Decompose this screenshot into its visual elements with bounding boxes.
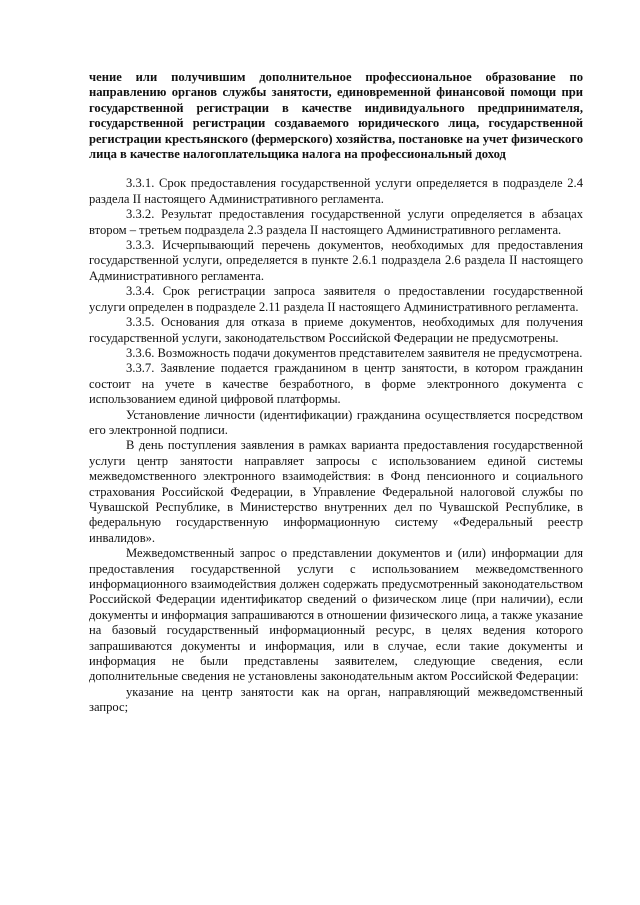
document-page xyxy=(89,70,583,716)
section-heading: чение или получившим дополнительное профессиональное образование по направлению органов службы занятости, единовременной финансовой помощи при государственной регистрации в качестве индивидуального предпринимателя, государственной регистрации создаваемого юридического лица, государственной регистрации крестьянского (фермерского) хозяйства, постановке на учет физического лица в качестве налогоплательщика налога на профессиональный доход xyxy=(89,70,583,162)
paragraph-3-3-4: 3.3.4. Срок регистрации запроса заявителя о предоставлении государственной услуги определен в подразделе 2.11 раздела II настоящего Административного регламента. xyxy=(89,284,583,314)
paragraph-interagency-request-content: Межведомственный запрос о представлении документов и (или) информации для предоставления государственной услуги с использованием межведомственного информационного взаимодействия должен содержать предусмотренный законодательством Российской Федерации идентификатор сведений о физическом лице (при наличии), если документы и информация запрашиваются в отношении физического лица, а также указание на базовый государственный информационный ресурс, в целях ведения которого запрашиваются документы и информация, или в случае, если такие документы и информация не были представлены заявителем, следующие сведения, если дополнительные сведения не установлены законодательным актом Российской Федерации: xyxy=(89,546,583,684)
paragraph-3-3-7: 3.3.7. Заявление подается гражданином в центр занятости, в котором гражданин состоит на учете в качестве безработного, в форме электронного документа с использованием единой цифровой платформы. xyxy=(89,361,583,407)
paragraph-request-indication: указание на центр занятости как на орган, направляющий межведомственный запрос; xyxy=(89,684,583,715)
paragraph-3-3-2: 3.3.2. Результат предоставления государственной услуги определяется в абзацах втором – третьем подраздела 2.3 раздела II настоящего Административного регламента. xyxy=(89,207,583,237)
paragraph-3-3-6: 3.3.6. Возможность подачи документов представителем заявителя не предусмотрена. xyxy=(126,345,583,360)
paragraph-identification: Установление личности (идентификации) гражданина осуществляется посредством его электронной подписи. xyxy=(89,407,583,437)
paragraph-3-3-5: 3.3.5. Основания для отказа в приеме документов, необходимых для получения государственной услуги, законодательством Российской Федерации не предусмотрены. xyxy=(89,315,583,345)
paragraph-3-3-1: 3.3.1. Срок предоставления государственной услуги определяется в подразделе 2.4 раздела II настоящего Административного регламента. xyxy=(89,176,583,206)
paragraph-3-3-3: 3.3.3. Исчерпывающий перечень документов, необходимых для предоставления государственной услуги, определяется в пункте 2.6.1 подраздела 2.6 раздела II настоящего Административного регламента. xyxy=(89,238,583,283)
paragraph-interagency-requests: В день поступления заявления в рамках варианта предоставления государственной услуги центр занятости направляет запросы с использованием единой системы межведомственного электронного взаимодействия: в Фонд пенсионного и социального страхования Российской Федерации, в Управление Федеральной налоговой службы по Чувашской Республике, в Министерство внутренних дел по Чувашской Республике, в федеральную государственную информационную систему «Федеральный реестр инвалидов». xyxy=(89,438,583,545)
